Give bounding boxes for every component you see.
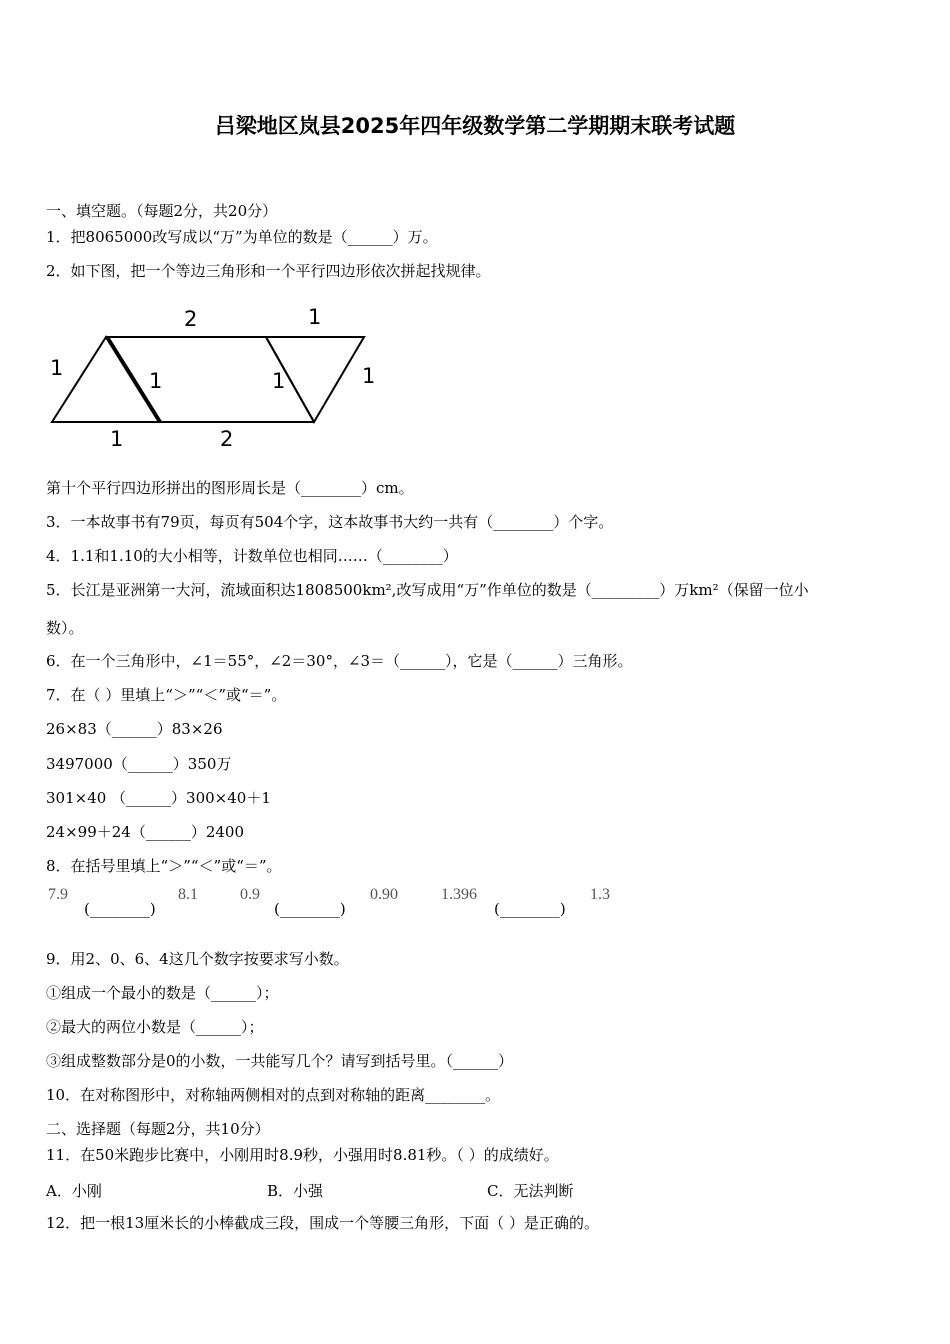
compare-right: 0.90 bbox=[370, 886, 398, 903]
option-b: B．小强 bbox=[267, 1182, 324, 1200]
question-6: 6．在一个三角形中，∠1＝55°，∠2＝30°，∠3＝（______），它是（______）三角形。 bbox=[46, 652, 633, 670]
option-c: C．无法判断 bbox=[487, 1182, 574, 1200]
figure-label: 1 bbox=[149, 369, 163, 393]
question-7-item: 301×40 （______）300×40＋1 bbox=[46, 789, 271, 807]
figure-label: 1 bbox=[110, 427, 124, 451]
question-9: 9．用2、0、6、4这几个数字按要求写小数。 bbox=[46, 950, 349, 968]
figure-label: 1 bbox=[308, 305, 322, 329]
triangle-1 bbox=[52, 337, 163, 422]
question-7-item: 3497000（______）350万 bbox=[46, 755, 232, 773]
compare-blank: (________) bbox=[274, 900, 346, 918]
compare-left: 1.396 bbox=[441, 886, 477, 903]
question-2: 2．如下图，把一个等边三角形和一个平行四边形依次拼起找规律。 bbox=[46, 262, 491, 280]
question-7: 7．在（ ）里填上“＞”“＜”或“＝”。 bbox=[46, 686, 287, 704]
question-9-item: ③组成整数部分是0的小数，一共能写几个？请写到括号里。（______） bbox=[46, 1052, 514, 1070]
compare-blank: (________) bbox=[494, 900, 566, 918]
question-5-continued: 数）。 bbox=[46, 619, 84, 637]
triangle-parallelogram-figure bbox=[44, 300, 384, 460]
compare-right: 1.3 bbox=[590, 886, 610, 903]
section-1-heading: 一、填空题。（每题2分，共20分） bbox=[46, 202, 278, 220]
option-a: A．小刚 bbox=[46, 1182, 102, 1200]
question-9-item: ①组成一个最小的数是（______）； bbox=[46, 984, 279, 1002]
page-title: 吕梁地区岚县2025年四年级数学第二学期期末联考试题 bbox=[214, 114, 736, 138]
question-8: 8．在括号里填上“＞”“＜”或“＝”。 bbox=[46, 857, 282, 875]
figure-label: 2 bbox=[184, 307, 198, 331]
figure-label: 1 bbox=[50, 356, 64, 380]
question-2-followup: 第十个平行四边形拼出的图形周长是（________）cm。 bbox=[46, 479, 414, 497]
question-7-item: 24×99＋24（______）2400 bbox=[46, 823, 245, 841]
question-1: 1．把8065000改写成以“万”为单位的数是（______）万。 bbox=[46, 228, 438, 246]
figure-label: 2 bbox=[220, 427, 234, 451]
figure-label: 1 bbox=[272, 369, 286, 393]
question-5: 5．长江是亚洲第一大河，流域面积达1808500km²,改写成用“万”作单位的数是（_________）万km²（保留一位小 bbox=[46, 581, 809, 599]
question-7-item: 26×83（______）83×26 bbox=[46, 720, 223, 738]
question-11: 11．在50米跑步比赛中，小刚用时8.9秒，小强用时8.81秒。（ ）的成绩好。 bbox=[46, 1146, 559, 1164]
figure-label: 1 bbox=[362, 364, 376, 388]
section-2-heading: 二、选择题（每题2分，共10分） bbox=[46, 1120, 270, 1138]
compare-right: 8.1 bbox=[178, 886, 198, 903]
question-4: 4．1.1和1.10的大小相等，计数单位也相同……（________） bbox=[46, 547, 458, 565]
question-3: 3．一本故事书有79页，每页有504个字，这本故事书大约一共有（________）个字。 bbox=[46, 513, 614, 531]
question-10: 10．在对称图形中，对称轴两侧相对的点到对称轴的距离________。 bbox=[46, 1086, 501, 1104]
question-12: 12．把一根13厘米长的小棒截成三段，围成一个等腰三角形，下面（ ）是正确的。 bbox=[46, 1214, 599, 1232]
compare-blank: (________) bbox=[84, 900, 156, 918]
question-9-item: ②最大的两位小数是（______）； bbox=[46, 1018, 264, 1036]
compare-left: 7.9 bbox=[48, 886, 68, 903]
compare-left: 0.9 bbox=[240, 886, 260, 903]
